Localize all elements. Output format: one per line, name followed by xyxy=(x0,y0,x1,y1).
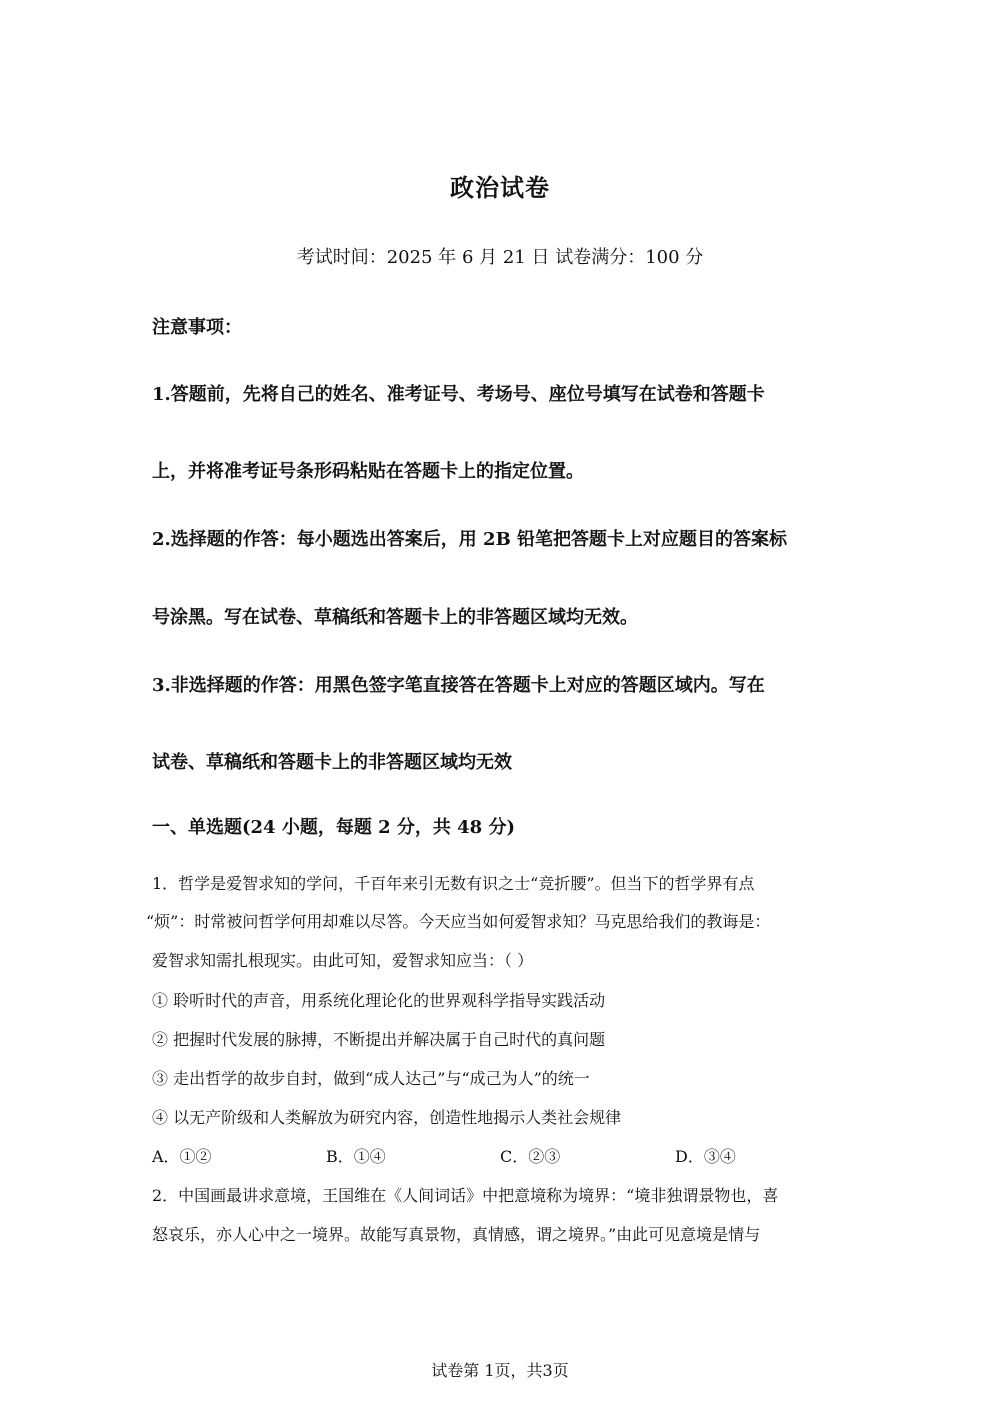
choice-a: A．①② xyxy=(152,1147,212,1166)
page-footer: 试卷第 1页，共3页 xyxy=(431,1361,569,1380)
question-1-line: 1．哲学是爱智求知的学问，千百年来引无数有识之士“竞折腰”。但当下的哲学界有点 xyxy=(152,874,755,893)
question-1-line: 爱智求知需扎根现实。由此可知，爱智求知应当：（ ） xyxy=(152,951,534,970)
question-1-line: “烦”：时常被问哲学何用却难以尽答。今天应当如何爱智求知？马克思给我们的教诲是： xyxy=(146,912,771,931)
choice-b: B．①④ xyxy=(326,1147,386,1166)
notice-line: 3.非选择题的作答：用黑色签字笔直接答在答题卡上对应的答题区域内。写在 xyxy=(152,675,765,696)
notice-line: 上，并将准考证号条形码粘贴在答题卡上的指定位置。 xyxy=(152,461,584,482)
question-1-option: ② 把握时代发展的脉搏，不断提出并解决属于自己时代的真问题 xyxy=(152,1030,606,1049)
choice-d: D．③④ xyxy=(675,1147,736,1166)
exam-subtitle: 考试时间：2025 年 6 月 21 日 试卷满分：100 分 xyxy=(296,247,704,268)
question-1-option: ④ 以无产阶级和人类解放为研究内容，创造性地揭示人类社会规律 xyxy=(152,1108,622,1127)
notice-line: 2.选择题的作答：每小题选出答案后，用 2B 铅笔把答题卡上对应题目的答案标 xyxy=(152,529,788,550)
exam-title: 政治试卷 xyxy=(450,174,550,202)
question-1-option: ③ 走出哲学的故步自封，做到“成人达己”与“成己为人”的统一 xyxy=(152,1069,590,1088)
choice-c: C．②③ xyxy=(500,1147,561,1166)
section-heading: 一、单选题(24 小题，每题 2 分，共 48 分) xyxy=(152,817,515,838)
notice-line: 号涂黑。写在试卷、草稿纸和答题卡上的非答题区域均无效。 xyxy=(152,607,638,628)
question-2-line: 怒哀乐，亦人心中之一境界。故能写真景物，真情感，谓之境界。”由此可见意境是情与 xyxy=(152,1225,761,1244)
question-2-line: 2．中国画最讲求意境，王国维在《人间词话》中把意境称为境界：“境非独谓景物也，喜 xyxy=(152,1186,779,1205)
notice-line: 1.答题前，先将自己的姓名、准考证号、考场号、座位号填写在试卷和答题卡 xyxy=(152,384,765,405)
notice-heading: 注意事项： xyxy=(152,317,242,338)
notice-line: 试卷、草稿纸和答题卡上的非答题区域均无效 xyxy=(152,752,512,773)
question-1-option: ① 聆听时代的声音，用系统化理论化的世界观科学指导实践活动 xyxy=(152,991,606,1010)
